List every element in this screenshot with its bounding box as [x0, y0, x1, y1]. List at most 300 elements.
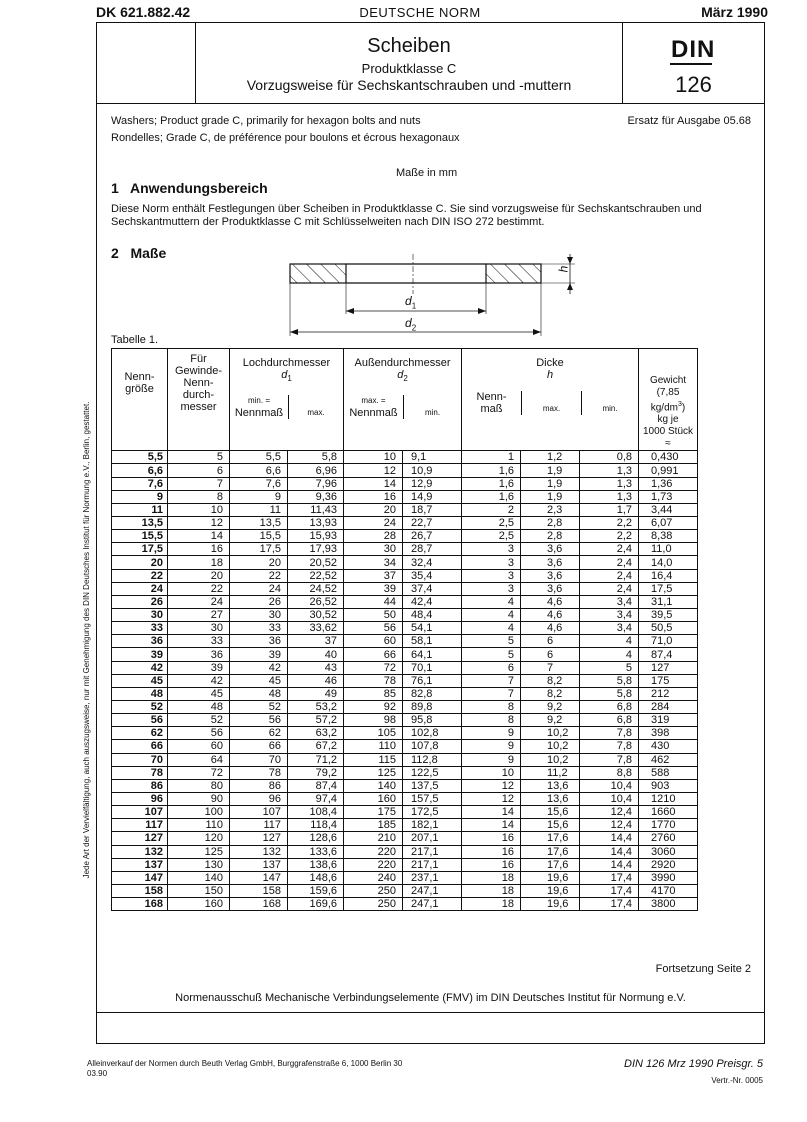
table-cell: 110: [168, 819, 230, 832]
table-cell: 11,2: [521, 766, 580, 779]
header-gewinde: [168, 349, 230, 451]
table-cell: 67,2: [288, 740, 344, 753]
table-cell: 6,6: [112, 464, 168, 477]
table-cell: 2,8: [521, 517, 580, 530]
table-cell: 34: [344, 556, 403, 569]
issue-date: März 1990: [701, 4, 768, 20]
table-cell: 28,7: [403, 543, 462, 556]
table-cell: 7,6: [112, 477, 168, 490]
table-cell: 57,2: [288, 714, 344, 727]
aussen-max-1: max. =: [361, 396, 386, 406]
table-row: [112, 490, 698, 503]
table-cell: 12,4: [580, 806, 639, 819]
table-row: [112, 530, 698, 543]
loch-min-1: min. =: [247, 396, 270, 406]
d2-label: [405, 316, 416, 332]
table-cell: 247,1: [403, 884, 462, 897]
table-cell: 20: [112, 556, 168, 569]
table-cell: 127: [230, 832, 288, 845]
table-cell: 86: [112, 779, 168, 792]
table-cell: 39,5: [639, 609, 698, 622]
table-cell: 36: [168, 648, 230, 661]
table-cell: 58,1: [403, 635, 462, 648]
page-subtitle-2: Vorzugsweise für Sechskantschrauben und -muttern: [246, 77, 572, 93]
din-logo: DIN: [671, 36, 716, 63]
table-cell: 6: [462, 661, 521, 674]
replaces-edition: Ersatz für Ausgabe 05.68: [627, 115, 751, 127]
table-cell: 117: [112, 819, 168, 832]
gew-1: Gewicht: [649, 375, 687, 386]
header-aussen-min: min.: [424, 408, 441, 418]
table-row: [112, 543, 698, 556]
table-cell: 150: [168, 884, 230, 897]
table-cell: 8,38: [639, 530, 698, 543]
table-cell: 108,4: [288, 806, 344, 819]
table-cell: 95,8: [403, 714, 462, 727]
table-cell: 6,6: [230, 464, 288, 477]
table-cell: 15,6: [521, 806, 580, 819]
table-cell: 220: [344, 858, 403, 871]
table-cell: 30: [230, 609, 288, 622]
table-cell: 9,1: [403, 451, 462, 464]
table-cell: 1770: [639, 819, 698, 832]
table-cell: 5: [462, 648, 521, 661]
table-cell: 66: [230, 740, 288, 753]
table-row: [112, 503, 698, 516]
table-cell: 98: [344, 714, 403, 727]
table-cell: 2,8: [521, 530, 580, 543]
table-cell: 2: [462, 503, 521, 516]
table-cell: 3: [462, 556, 521, 569]
table-row: [112, 845, 698, 858]
table-cell: 36: [112, 635, 168, 648]
table-caption: Tabelle 1.: [111, 334, 159, 346]
table-cell: 117: [230, 819, 288, 832]
gew-4: kg je: [657, 414, 679, 426]
table-cell: 50,5: [639, 622, 698, 635]
table-row: [112, 819, 698, 832]
header-gewinde-3: Nenn-: [183, 377, 214, 389]
table-cell: 160: [344, 792, 403, 805]
loch-sym: d: [281, 369, 288, 381]
table-cell: 96: [230, 792, 288, 805]
table-cell: 24: [112, 582, 168, 595]
table-cell: 1,2: [521, 451, 580, 464]
table-cell: 1,3: [580, 490, 639, 503]
table-cell: 7,8: [580, 740, 639, 753]
table-cell: 7: [521, 661, 580, 674]
table-cell: 9: [462, 740, 521, 753]
table-cell: 11,0: [639, 543, 698, 556]
table-cell: 1210: [639, 792, 698, 805]
table-row: [112, 477, 698, 490]
table-row: [112, 714, 698, 727]
table-cell: 52: [112, 701, 168, 714]
table-cell: 16: [462, 858, 521, 871]
header-aussen-symbol: [344, 369, 461, 385]
table-cell: 12: [344, 464, 403, 477]
table-cell: 52: [230, 701, 288, 714]
table-cell: 4170: [639, 884, 698, 897]
table-cell: 10,2: [521, 753, 580, 766]
table-cell: 247,1: [403, 898, 462, 911]
table-cell: 72: [344, 661, 403, 674]
table-cell: 18: [168, 556, 230, 569]
table-cell: 39: [230, 648, 288, 661]
table-row: [112, 806, 698, 819]
table-cell: 127: [639, 661, 698, 674]
table-cell: 15,93: [288, 530, 344, 543]
table-cell: 42: [230, 661, 288, 674]
washer-drawing: [280, 252, 580, 342]
table-cell: 35,4: [403, 569, 462, 582]
table-cell: 66: [344, 648, 403, 661]
table-cell: 128,6: [288, 832, 344, 845]
table-cell: 39: [112, 648, 168, 661]
table-cell: 4: [580, 648, 639, 661]
table-cell: 90: [168, 792, 230, 805]
d1-symbol: d: [405, 294, 412, 308]
table-cell: 3,4: [580, 622, 639, 635]
table-cell: 7: [462, 674, 521, 687]
header-lochdurchmesser: [230, 349, 344, 451]
table-cell: 16: [462, 845, 521, 858]
table-cell: 217,1: [403, 845, 462, 858]
table-cell: 78: [344, 674, 403, 687]
table-cell: 13,6: [521, 792, 580, 805]
table-cell: 16: [344, 490, 403, 503]
table-cell: 14,4: [580, 845, 639, 858]
header-dicke: [462, 349, 639, 451]
table-cell: 14,4: [580, 858, 639, 871]
table-cell: 10: [344, 451, 403, 464]
table-row: [112, 595, 698, 608]
document-classification: DK 621.882.42: [96, 4, 191, 20]
table-cell: 6: [521, 635, 580, 648]
table-cell: 10: [462, 766, 521, 779]
footer-vertr: Vertr.-Nr. 0005: [711, 1076, 763, 1085]
table-cell: 56: [168, 727, 230, 740]
table-cell: 319: [639, 714, 698, 727]
gew-2-line: [642, 387, 694, 414]
table-cell: 10: [168, 503, 230, 516]
copyright-side-note: Jede Art der Vervielfältigung, auch auszugsweise, nur mit Genehmigung des DIN Deutsches Institut für Normung e.V., Berlin, gestattet.: [82, 401, 91, 879]
table-cell: 82,8: [403, 687, 462, 700]
table-cell: 33: [112, 622, 168, 635]
header-aussen-max: [344, 395, 404, 419]
table-row: [112, 701, 698, 714]
thickness-label: h: [556, 265, 571, 273]
table-cell: 78: [230, 766, 288, 779]
table-cell: 79,2: [288, 766, 344, 779]
d2-symbol: d: [405, 316, 412, 330]
header-loch-max: max.: [307, 408, 325, 418]
table-cell: 2920: [639, 858, 698, 871]
table-cell: 140: [168, 871, 230, 884]
table-cell: 1,9: [521, 464, 580, 477]
table-cell: 20: [168, 569, 230, 582]
table-cell: 8: [462, 701, 521, 714]
table-cell: 3990: [639, 871, 698, 884]
table-cell: 45: [168, 687, 230, 700]
table-cell: 46: [288, 674, 344, 687]
table-row: [112, 556, 698, 569]
table-cell: 28: [344, 530, 403, 543]
table-cell: 169,6: [288, 898, 344, 911]
table-row: [112, 609, 698, 622]
table-cell: 5: [168, 451, 230, 464]
gew-6: ≈: [665, 438, 671, 450]
header-dicke-max: max.: [522, 391, 582, 415]
loch-sub: 1: [287, 374, 292, 384]
table-cell: 16: [462, 832, 521, 845]
table-cell: 15,5: [230, 530, 288, 543]
table-cell: 14: [344, 477, 403, 490]
table-cell: 6,8: [580, 701, 639, 714]
table-cell: 17,5: [112, 543, 168, 556]
table-cell: 2,4: [580, 582, 639, 595]
table-cell: 66: [112, 740, 168, 753]
table-cell: 2,4: [580, 543, 639, 556]
table-cell: 22,7: [403, 517, 462, 530]
table-cell: 1,3: [580, 464, 639, 477]
table-cell: 2,2: [580, 530, 639, 543]
table-cell: 137,5: [403, 779, 462, 792]
table-cell: 14: [462, 819, 521, 832]
table-cell: 158: [112, 884, 168, 897]
table-cell: 26,52: [288, 595, 344, 608]
table-cell: 45: [112, 674, 168, 687]
table-cell: 42,4: [403, 595, 462, 608]
table-cell: 3: [462, 582, 521, 595]
table-cell: 64,1: [403, 648, 462, 661]
table-cell: 1,3: [580, 477, 639, 490]
table-cell: 4: [462, 622, 521, 635]
washer-section-right: [486, 264, 541, 283]
table-cell: 11,43: [288, 503, 344, 516]
table-row: [112, 569, 698, 582]
table-cell: 14,0: [639, 556, 698, 569]
table-cell: 1: [462, 451, 521, 464]
table-cell: 33: [168, 635, 230, 648]
table-cell: 24: [230, 582, 288, 595]
table-cell: 158: [230, 884, 288, 897]
table-cell: 48: [168, 701, 230, 714]
table-cell: 1,73: [639, 490, 698, 503]
table-cell: 185: [344, 819, 403, 832]
table-cell: 22: [230, 569, 288, 582]
table-cell: 10,2: [521, 727, 580, 740]
table-cell: 72: [168, 766, 230, 779]
loch-min-2: Nennmaß: [234, 407, 284, 420]
table-cell: 3,6: [521, 569, 580, 582]
table-cell: 11: [112, 503, 168, 516]
din-logo-underline: [670, 63, 712, 65]
page-subtitle: Produktklasse C: [361, 61, 457, 76]
table-cell: 24: [344, 517, 403, 530]
table-cell: 8: [462, 714, 521, 727]
table-cell: 39: [168, 661, 230, 674]
table-cell: 20,52: [288, 556, 344, 569]
table-cell: 12: [462, 779, 521, 792]
table-cell: 462: [639, 753, 698, 766]
table-cell: 7,8: [580, 753, 639, 766]
table-cell: 1,9: [521, 477, 580, 490]
table-cell: 64: [168, 753, 230, 766]
section-2-number: 2: [111, 245, 119, 261]
aussen-sym: d: [397, 369, 404, 381]
table-cell: 160: [168, 898, 230, 911]
table-cell: 3: [462, 569, 521, 582]
table-cell: 24: [168, 595, 230, 608]
table-cell: 8,2: [521, 674, 580, 687]
table-cell: 1,9: [521, 490, 580, 503]
table-cell: 2,5: [462, 530, 521, 543]
table-cell: 1,7: [580, 503, 639, 516]
table-cell: 85: [344, 687, 403, 700]
table-cell: 24,52: [288, 582, 344, 595]
table-cell: 127: [112, 832, 168, 845]
table-cell: 1660: [639, 806, 698, 819]
table-cell: 15,5: [112, 530, 168, 543]
table-cell: 10,4: [580, 792, 639, 805]
table-cell: 20: [344, 503, 403, 516]
table-cell: 250: [344, 884, 403, 897]
table-cell: 18: [462, 898, 521, 911]
table-cell: 63,2: [288, 727, 344, 740]
table-cell: 10,9: [403, 464, 462, 477]
table-row: [112, 727, 698, 740]
table-cell: 7: [168, 477, 230, 490]
table-cell: 137: [230, 858, 288, 871]
table-row: [112, 661, 698, 674]
footer-docref: DIN 126 Mrz 1990 Preisgr. 5: [624, 1058, 763, 1070]
table-cell: 18,7: [403, 503, 462, 516]
table-cell: 588: [639, 766, 698, 779]
table-cell: 132: [112, 845, 168, 858]
table-cell: 2,4: [580, 556, 639, 569]
dicke-nenn-2: maß: [480, 403, 503, 415]
table-cell: 9: [462, 753, 521, 766]
units-note: Maße in mm: [396, 167, 458, 179]
header-dicke-min: min.: [602, 404, 618, 413]
footer-divider: [96, 1012, 765, 1013]
table-cell: 120: [168, 832, 230, 845]
table-cell: 125: [344, 766, 403, 779]
table-cell: 31,1: [639, 595, 698, 608]
table-row: [112, 622, 698, 635]
table-cell: 8,2: [521, 687, 580, 700]
table-cell: 147: [112, 871, 168, 884]
table-cell: 5: [462, 635, 521, 648]
table-cell: 3,6: [521, 543, 580, 556]
table-cell: 168: [112, 898, 168, 911]
header-aussendurchmesser: [344, 349, 462, 451]
table-cell: 125: [168, 845, 230, 858]
header-gewinde-2: Gewinde-: [174, 365, 223, 377]
table-cell: 17,6: [521, 858, 580, 871]
table-cell: 18: [462, 884, 521, 897]
header-loch-symbol: [230, 369, 343, 385]
table-cell: 138,6: [288, 858, 344, 871]
table-cell: 30,52: [288, 609, 344, 622]
table-cell: 9: [230, 490, 288, 503]
table-cell: 12: [168, 517, 230, 530]
table-cell: 17,93: [288, 543, 344, 556]
header-dicke-symbol: h: [546, 369, 554, 381]
table-row: [112, 871, 698, 884]
table-row: [112, 779, 698, 792]
table-cell: 5: [580, 661, 639, 674]
table-cell: 87,4: [639, 648, 698, 661]
table-body: [112, 451, 698, 911]
table-cell: 86: [230, 779, 288, 792]
table-cell: 80: [168, 779, 230, 792]
table-cell: 398: [639, 727, 698, 740]
table-cell: 87,4: [288, 779, 344, 792]
table-cell: 6,96: [288, 464, 344, 477]
table-cell: 12,9: [403, 477, 462, 490]
table-cell: 430: [639, 740, 698, 753]
table-cell: 1,6: [462, 464, 521, 477]
table-cell: 159,6: [288, 884, 344, 897]
table-cell: 19,6: [521, 898, 580, 911]
table-cell: 12: [462, 792, 521, 805]
table-cell: 26: [112, 595, 168, 608]
table-cell: 33: [230, 622, 288, 635]
table-cell: 48: [112, 687, 168, 700]
table-cell: 175: [344, 806, 403, 819]
table-cell: 5,8: [580, 674, 639, 687]
table-row: [112, 740, 698, 753]
table-cell: 130: [168, 858, 230, 871]
table-cell: 70: [112, 753, 168, 766]
header-gewinde-1: Für: [190, 353, 207, 365]
table-cell: 105: [344, 727, 403, 740]
standard-type: DEUTSCHE NORM: [359, 5, 481, 20]
table-cell: 5,5: [112, 451, 168, 464]
table-cell: 137: [112, 858, 168, 871]
table-cell: 3,4: [580, 595, 639, 608]
table-row: [112, 792, 698, 805]
header-dicke-nenn: [462, 391, 522, 415]
table-cell: 107: [112, 806, 168, 819]
table-cell: 2,3: [521, 503, 580, 516]
table-cell: 2,2: [580, 517, 639, 530]
table-cell: 13,6: [521, 779, 580, 792]
table-cell: 36: [230, 635, 288, 648]
french-title: Rondelles; Grade C, de préférence pour boulons et écrous hexagonaux: [111, 132, 460, 144]
table-cell: 7,6: [230, 477, 288, 490]
header-nenngroesse-2: größe: [125, 383, 154, 395]
table-cell: 903: [639, 779, 698, 792]
table-cell: 49: [288, 687, 344, 700]
continuation-note: Fortsetzung Seite 2: [655, 963, 751, 975]
d1-label: [405, 294, 416, 310]
table-cell: 3060: [639, 845, 698, 858]
table-cell: 17,4: [580, 871, 639, 884]
header-nenngroesse-1: Nenn-: [124, 371, 155, 383]
table-cell: 56: [230, 714, 288, 727]
table-cell: 122,5: [403, 766, 462, 779]
table-cell: 1,6: [462, 490, 521, 503]
table-cell: 284: [639, 701, 698, 714]
table-cell: 89,8: [403, 701, 462, 714]
table-cell: 92: [344, 701, 403, 714]
table-row: [112, 898, 698, 911]
table-cell: 53,2: [288, 701, 344, 714]
table-cell: 17,6: [521, 832, 580, 845]
